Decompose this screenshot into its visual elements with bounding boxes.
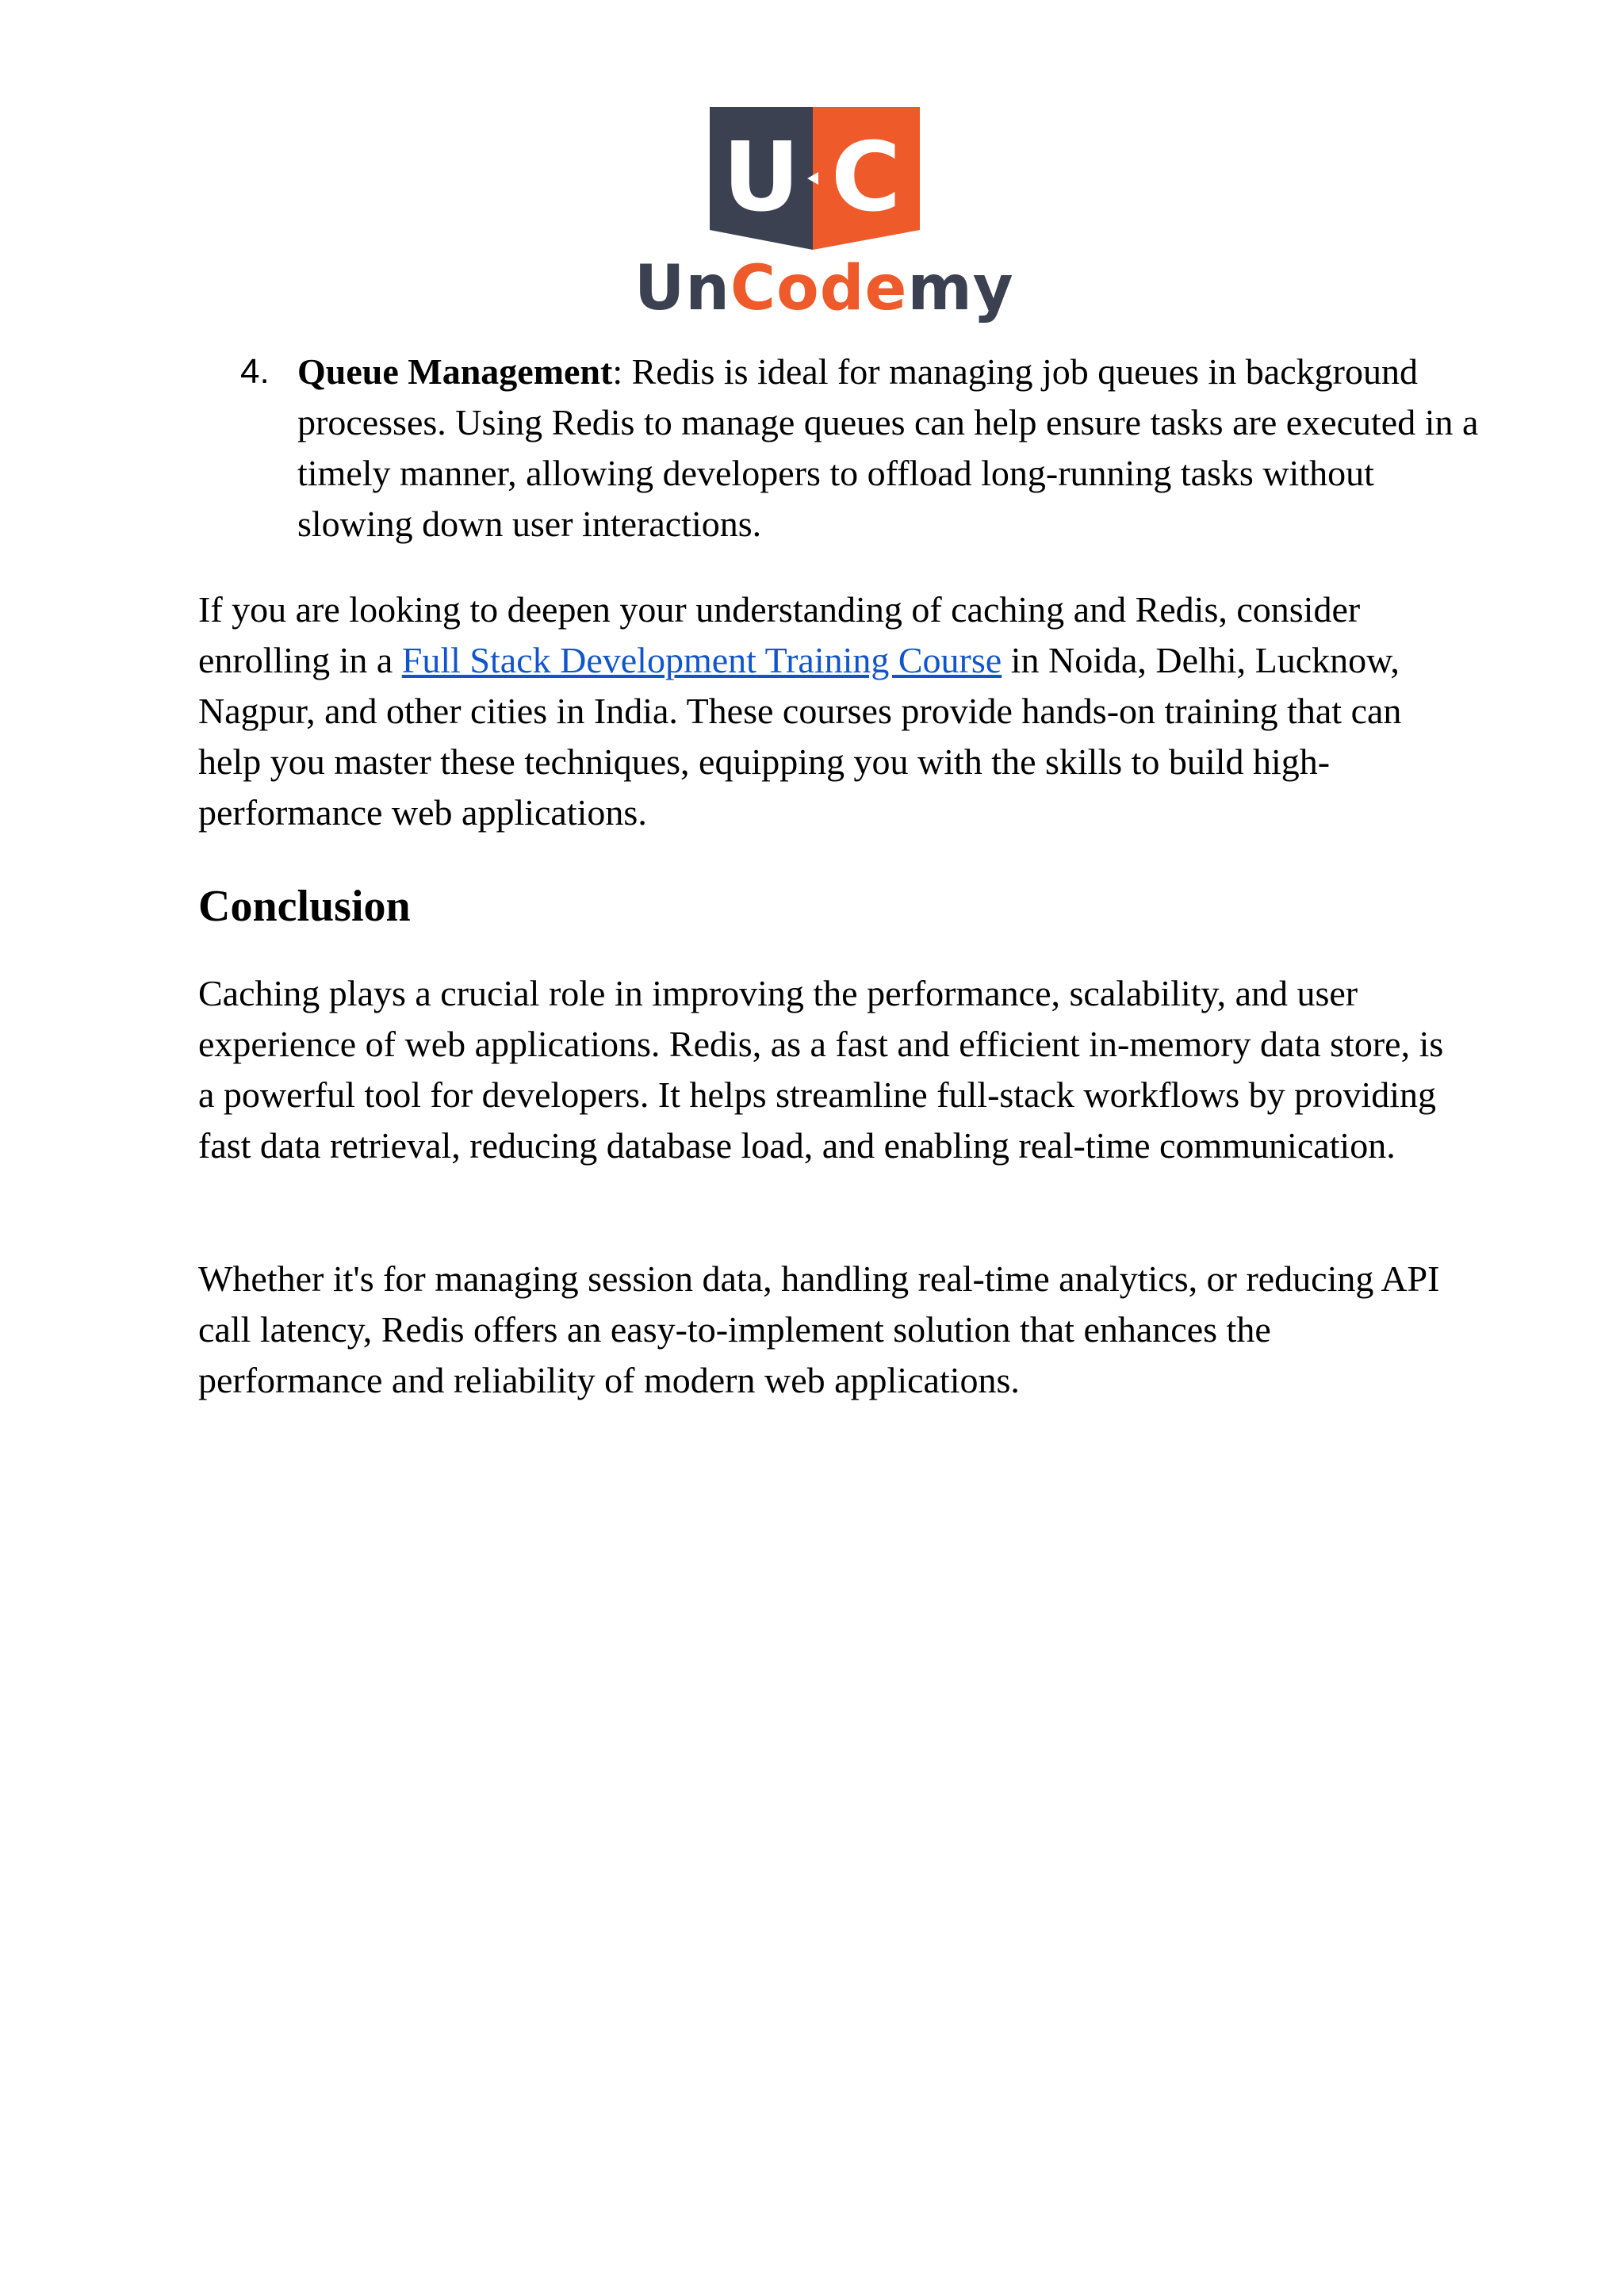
conclusion-heading: Conclusion <box>198 882 411 931</box>
mark-letter-u: U <box>722 123 800 233</box>
conclusion-paragraph-1: Caching plays a crucial role in improving the performance, scalability, and user experience of web applications. Redis, as a fast and efficient in-memory data store, is a powerful tool for developers. It helps streamline full-stack workflows by providing fast data retrieval, reducing database load, and enabling real-time communication. <box>198 973 1444 1166</box>
mark-letter-c: C <box>830 123 902 233</box>
logo-wordmark <box>634 253 1014 324</box>
list-number: 4. <box>240 352 270 391</box>
wordmark-code: Code <box>730 253 908 324</box>
wordmark-un: Un <box>634 253 730 324</box>
list-item-term: Queue Management <box>297 351 613 392</box>
conclusion-paragraph-2: Whether it's for managing session data, handling real-time analytics, or reducing API call latency, Redis offers an easy-to-implement solution that enhances the performance and reliability of modern web applications. <box>198 1258 1440 1400</box>
course-paragraph <box>198 584 1451 838</box>
course-paragraph-before-link: If you are looking to deepen your understanding of caching and Redis, consider enrolling in a <box>198 589 1361 680</box>
list-item-body <box>297 347 1479 550</box>
uc-mark-icon <box>634 99 991 258</box>
list-item-text: : Redis is ideal for managing job queues in background processes. Using Redis to manage queues can help ensure tasks are executed in a timely manner, allowing developers to offload long-running tasks without slowing down user interactions. <box>297 351 1479 544</box>
full-stack-course-link[interactable]: Full Stack Development Training Course <box>401 640 1002 680</box>
uncodemy-logo <box>634 99 1014 337</box>
wordmark-my: my <box>907 253 1014 324</box>
list-item-queue-management <box>242 347 1479 550</box>
course-paragraph-after-link: in Noida, Delhi, Lucknow, Nagpur, and other cities in India. These courses provide hands-on training that can help you master these techniques, equipping you with the skills to build high-performance web applications. <box>198 640 1402 833</box>
